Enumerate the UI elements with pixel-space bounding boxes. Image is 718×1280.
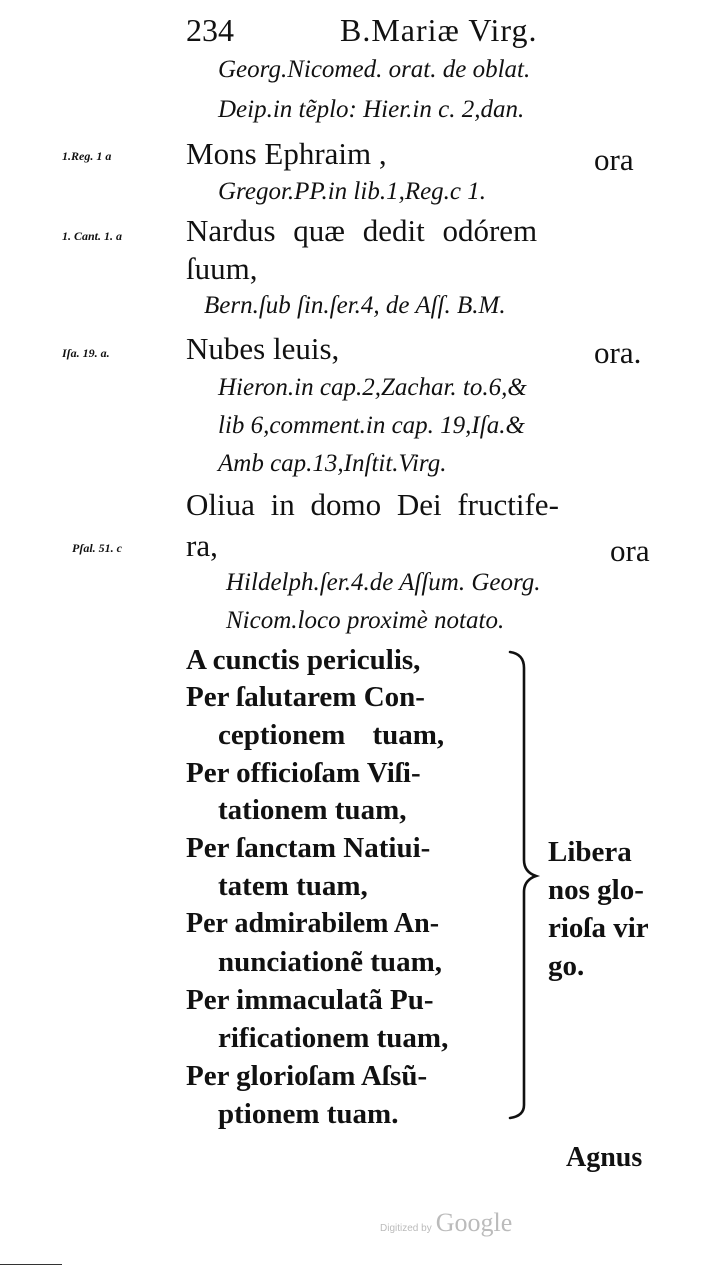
citation-line: Deip.in tẽplo: Hier.in c. 2,dan. bbox=[218, 96, 525, 123]
catchword: Agnus bbox=[566, 1142, 643, 1173]
litany-line: rificationem tuam, bbox=[218, 1022, 449, 1054]
citation-line: Hildelph.ſer.4.de Aſſum. Georg. bbox=[226, 569, 541, 596]
citation-line: Hieron.in cap.2,Zachar. to.6,& bbox=[218, 374, 527, 401]
invocation-line: Nubes leuis, bbox=[186, 331, 340, 366]
citation-line: Gregor.PP.in lib.1,Reg.c 1. bbox=[218, 178, 487, 205]
margin-reference: Iſa. 19. a. bbox=[62, 346, 110, 360]
invocation-line: ra, bbox=[186, 528, 218, 563]
ora-response: ora bbox=[594, 142, 634, 177]
litany-line: Per ſanctam Natiui- bbox=[186, 832, 431, 864]
litany-line: A cunctis periculis, bbox=[186, 644, 421, 676]
digitized-watermark bbox=[380, 1210, 512, 1236]
page-number: 234 bbox=[186, 12, 234, 48]
citation-line: Bern.ſub ſin.ſer.4, de Aſſ. B.M. bbox=[204, 292, 506, 319]
citation-line: Georg.Nicomed. orat. de oblat. bbox=[218, 56, 531, 83]
brace-icon bbox=[500, 650, 550, 1120]
google-logo: Google bbox=[435, 1208, 513, 1237]
response-line: nos glo- bbox=[548, 874, 644, 906]
margin-reference: 1. Cant. 1. a bbox=[62, 229, 123, 243]
litany-line: nunciationẽ tuam, bbox=[218, 946, 442, 978]
invocation-line: Nardus quæ dedit odórem bbox=[186, 213, 538, 248]
citation-line: Nicom.loco proximè notato. bbox=[226, 607, 505, 634]
litany-line: tatem tuam, bbox=[218, 870, 368, 902]
ora-response: ora bbox=[610, 533, 650, 568]
margin-reference: Pſal. 51. c bbox=[72, 541, 122, 555]
litany-line: tationem tuam, bbox=[218, 794, 407, 826]
response-line: Libera bbox=[548, 836, 632, 868]
response-line: go. bbox=[548, 950, 585, 982]
citation-line: lib 6,comment.in cap. 19,Iſa.& bbox=[218, 412, 525, 439]
response-line: rioſa vir bbox=[548, 912, 649, 944]
litany-line: ptionem tuam. bbox=[218, 1098, 399, 1130]
invocation-line: Mons Ephraim , bbox=[186, 136, 387, 171]
litany-line: Per officioſam Viſi- bbox=[186, 757, 421, 789]
litany-line: Per ſalutarem Con- bbox=[186, 681, 425, 713]
citation-line: Amb cap.13,Inſtit.Virg. bbox=[218, 450, 447, 477]
invocation-line: Oliua in domo Dei fructife- bbox=[186, 487, 559, 522]
invocation-line: ſuum, bbox=[186, 251, 258, 286]
margin-reference: 1.Reg. 1 a bbox=[62, 149, 112, 163]
litany-line: Per admirabilem An- bbox=[186, 908, 440, 939]
watermark-prefix: Digitized by bbox=[380, 1223, 432, 1234]
scan-rule bbox=[0, 1264, 62, 1265]
ora-response: ora. bbox=[594, 335, 642, 370]
litany-line: ceptionem tuam, bbox=[218, 719, 445, 751]
litany-line: Per immaculatã Pu- bbox=[186, 984, 434, 1016]
running-title: B.Mariæ Virg. bbox=[340, 12, 538, 48]
litany-line: Per glorioſam Aſsũ- bbox=[186, 1060, 428, 1092]
